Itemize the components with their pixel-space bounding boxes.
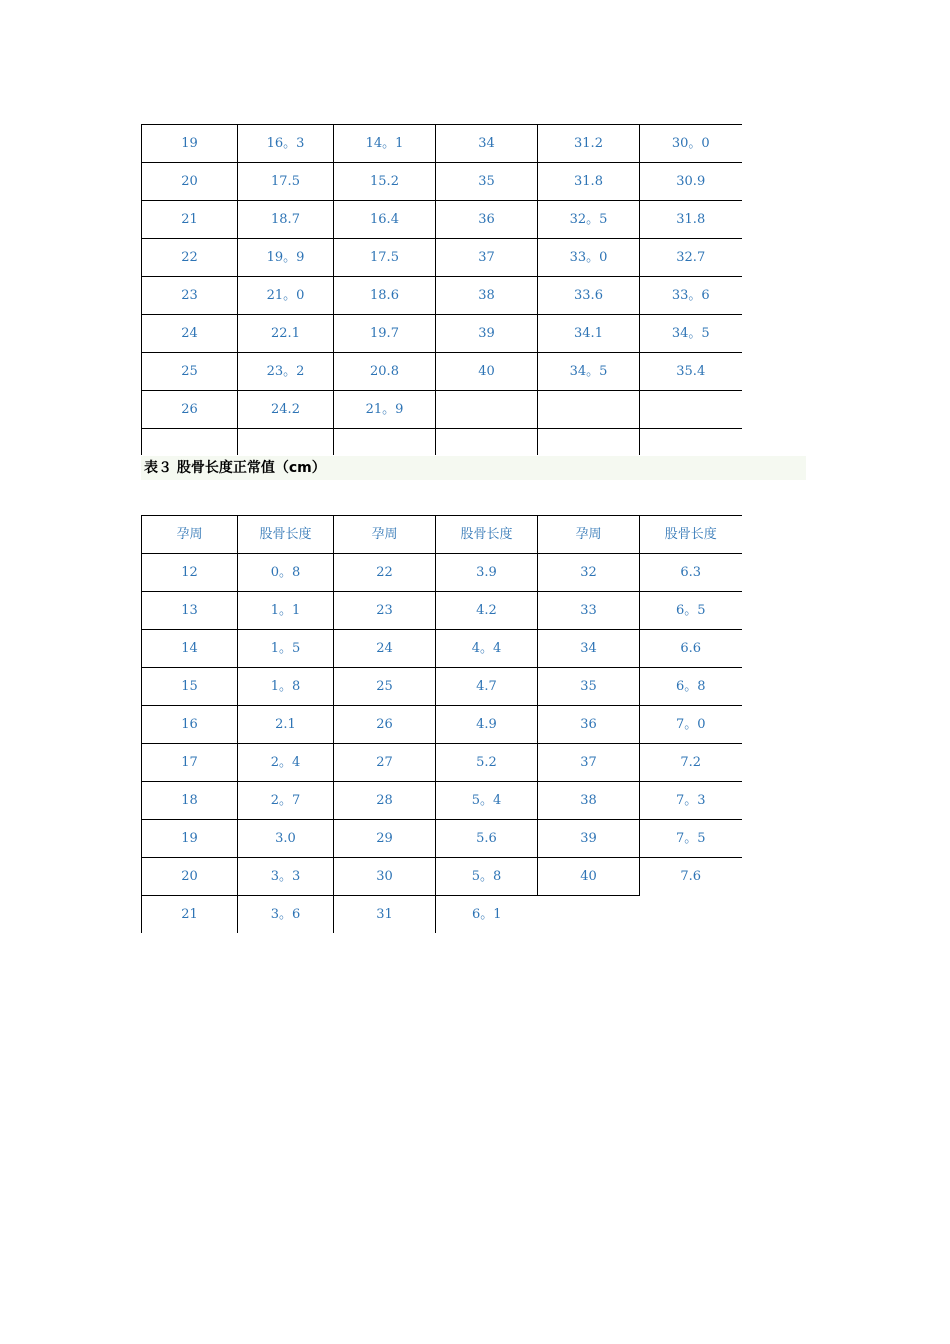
table-cell: 15 [142, 668, 238, 706]
table-cell: 18 [142, 782, 238, 820]
table-cell: 35.4 [640, 353, 742, 391]
table-cell: 25 [142, 353, 238, 391]
table-cell: 1。8 [238, 668, 334, 706]
table-cell: 26 [142, 391, 238, 429]
column-header: 孕周 [142, 516, 238, 554]
table-cell: 35 [538, 668, 640, 706]
table-cell: 33 [538, 592, 640, 630]
table-row [142, 744, 742, 782]
table-cell: 17 [142, 744, 238, 782]
table-cell: 1。1 [238, 592, 334, 630]
table-cell: 21。0 [238, 277, 334, 315]
table-cell: 20 [142, 858, 238, 896]
table-cell: 13 [142, 592, 238, 630]
table-cell: 18.6 [334, 277, 436, 315]
table-cell: 7。3 [640, 782, 742, 820]
table-cell: 22.1 [238, 315, 334, 353]
table-row [142, 668, 742, 706]
table-row [142, 391, 742, 429]
table-cell: 38 [538, 782, 640, 820]
table-cell: 30。0 [640, 125, 742, 163]
table-cell: 16 [142, 706, 238, 744]
table-header-row [142, 516, 742, 554]
table-row [142, 239, 742, 277]
table-cell: 33。0 [538, 239, 640, 277]
table-cell: 36 [436, 201, 538, 239]
table-cell: 33。6 [640, 277, 742, 315]
table-cell: 31 [334, 896, 436, 934]
table-cell: 40 [538, 858, 640, 896]
table-cell: 4.9 [436, 706, 538, 744]
table-cell: 4.7 [436, 668, 538, 706]
table-cell: 39 [436, 315, 538, 353]
table-cell [436, 429, 538, 456]
table-cell: 37 [538, 744, 640, 782]
table-cell: 21 [142, 201, 238, 239]
table-cell: 21。9 [334, 391, 436, 429]
table-row [142, 554, 742, 592]
table-cell: 24 [142, 315, 238, 353]
table-row [142, 858, 742, 896]
table-cell: 31.8 [640, 201, 742, 239]
table-row [142, 201, 742, 239]
table-row [142, 163, 742, 201]
table-cell: 23。2 [238, 353, 334, 391]
table-cell: 27 [334, 744, 436, 782]
table-row [142, 630, 742, 668]
table-cell: 14 [142, 630, 238, 668]
table-cell: 0。8 [238, 554, 334, 592]
table-row [142, 896, 742, 934]
table-cell [640, 391, 742, 429]
table-cell: 34。5 [538, 353, 640, 391]
table-cell: 4.2 [436, 592, 538, 630]
table-cell: 25 [334, 668, 436, 706]
table-3-caption: 表３ 股骨长度正常值（cm） [141, 456, 806, 480]
table-cell [334, 429, 436, 456]
table-cell: 31.8 [538, 163, 640, 201]
table-cell: 15.2 [334, 163, 436, 201]
table-cell: 40 [436, 353, 538, 391]
table-cell [538, 391, 640, 429]
table-row [142, 820, 742, 858]
column-header: 股骨长度 [640, 516, 742, 554]
table-row [142, 353, 742, 391]
table-cell: 23 [334, 592, 436, 630]
table-row [142, 706, 742, 744]
table-cell: 16。3 [238, 125, 334, 163]
table-cell: 32。5 [538, 201, 640, 239]
table-cell: 19 [142, 125, 238, 163]
column-header: 股骨长度 [436, 516, 538, 554]
table-cell: 19.7 [334, 315, 436, 353]
table-cell [640, 896, 742, 934]
table-cell: 23 [142, 277, 238, 315]
table-cell: 21 [142, 896, 238, 934]
table-cell: 2。7 [238, 782, 334, 820]
table-cell [436, 391, 538, 429]
table-cell [640, 429, 742, 456]
table-cell: 6.3 [640, 554, 742, 592]
table-row [142, 429, 742, 456]
table-cell: 31.2 [538, 125, 640, 163]
table-cell: 30 [334, 858, 436, 896]
table-row [142, 315, 742, 353]
table-cell: 33.6 [538, 277, 640, 315]
table-cell: 20 [142, 163, 238, 201]
column-header: 孕周 [334, 516, 436, 554]
table-cell: 24.2 [238, 391, 334, 429]
table-cell: 2。4 [238, 744, 334, 782]
table-cell: 34 [538, 630, 640, 668]
table-cell [238, 429, 334, 456]
table-cell: 20.8 [334, 353, 436, 391]
table-cell: 3.0 [238, 820, 334, 858]
table-cell: 34。5 [640, 315, 742, 353]
table-cell: 7。0 [640, 706, 742, 744]
table-cell: 3.9 [436, 554, 538, 592]
table-cell: 5.2 [436, 744, 538, 782]
table-cell: 6.6 [640, 630, 742, 668]
table-row [142, 782, 742, 820]
table-row [142, 125, 742, 163]
table-cell: 30.9 [640, 163, 742, 201]
table-2-continued [141, 124, 742, 455]
column-header: 孕周 [538, 516, 640, 554]
table-cell: 26 [334, 706, 436, 744]
table-cell: 5.6 [436, 820, 538, 858]
table-cell: 14。1 [334, 125, 436, 163]
table-cell: 22 [334, 554, 436, 592]
table-cell: 5。4 [436, 782, 538, 820]
table-cell: 35 [436, 163, 538, 201]
table-cell: 6。5 [640, 592, 742, 630]
table-cell: 22 [142, 239, 238, 277]
table-cell: 4。4 [436, 630, 538, 668]
table-cell: 18.7 [238, 201, 334, 239]
table-cell: 6。1 [436, 896, 538, 934]
table-cell: 7.6 [640, 858, 742, 896]
table-cell: 24 [334, 630, 436, 668]
table-cell [538, 429, 640, 456]
table-cell: 38 [436, 277, 538, 315]
table-cell: 7。5 [640, 820, 742, 858]
table-cell: 7.2 [640, 744, 742, 782]
table-cell: 34 [436, 125, 538, 163]
table-cell [538, 896, 640, 934]
table-cell: 34.1 [538, 315, 640, 353]
table-cell: 28 [334, 782, 436, 820]
table-cell: 17.5 [238, 163, 334, 201]
table-cell: 32.7 [640, 239, 742, 277]
table-cell: 5。8 [436, 858, 538, 896]
table-cell [142, 429, 238, 456]
table-cell: 19 [142, 820, 238, 858]
table-cell: 2.1 [238, 706, 334, 744]
table-cell: 39 [538, 820, 640, 858]
table-cell: 12 [142, 554, 238, 592]
table-cell: 29 [334, 820, 436, 858]
table-cell: 37 [436, 239, 538, 277]
table-cell: 36 [538, 706, 640, 744]
table-row [142, 277, 742, 315]
table-cell: 16.4 [334, 201, 436, 239]
table-cell: 6。8 [640, 668, 742, 706]
table-cell: 32 [538, 554, 640, 592]
table-cell: 3。6 [238, 896, 334, 934]
table-cell: 1。5 [238, 630, 334, 668]
table-row [142, 592, 742, 630]
table-3-femur-length [141, 515, 742, 933]
table-cell: 17.5 [334, 239, 436, 277]
table-cell: 19。9 [238, 239, 334, 277]
column-header: 股骨长度 [238, 516, 334, 554]
table-cell: 3。3 [238, 858, 334, 896]
